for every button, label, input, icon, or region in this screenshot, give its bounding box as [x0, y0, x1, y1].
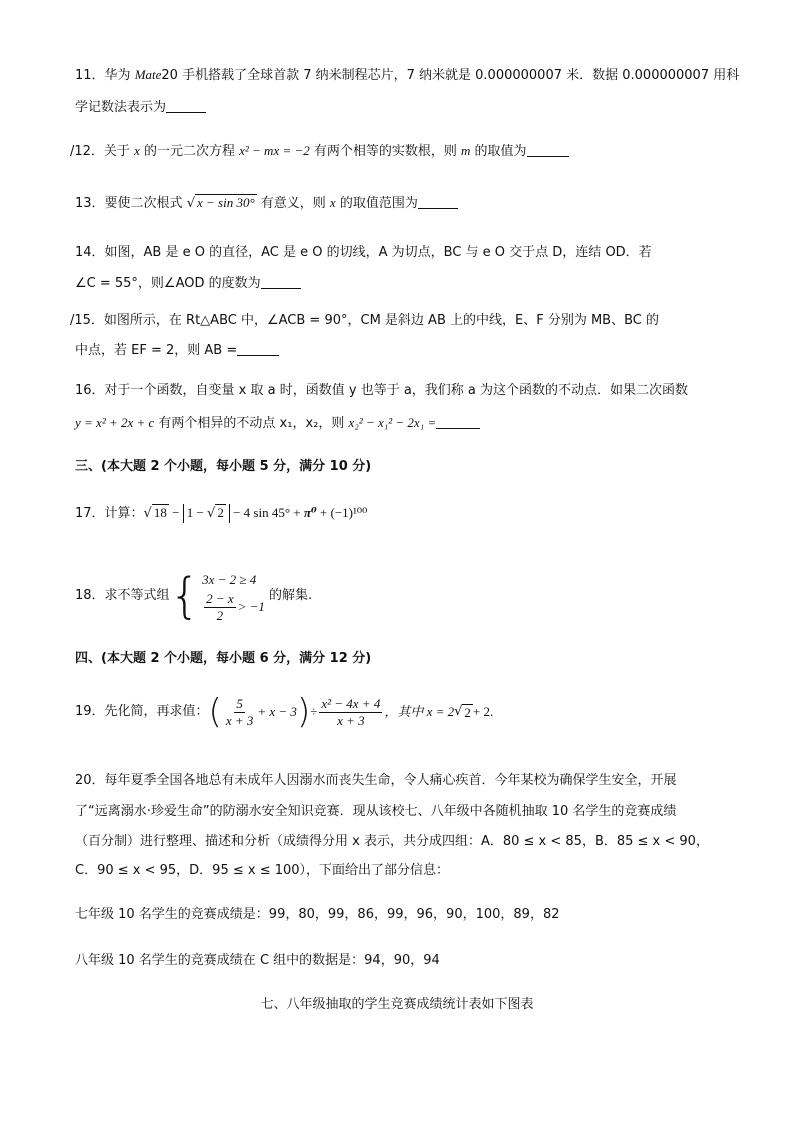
question-13: 13．要使二次根式 √ x − sin 30° 有意义，则 x 的取值范围为 [75, 194, 458, 213]
brace: { [169, 568, 201, 624]
answer-blank[interactable] [436, 414, 480, 429]
question-14-line-2: ∠C = 55°，则∠AOD 的度数为 [75, 274, 301, 293]
question-11-line-2: 学记数法表示为 [75, 98, 206, 117]
question-11-line-1: 11．华为 Mate20 手机搭载了全球首款 7 纳米制程芯片，7 纳米就是 0.000000007 米．数据 0.000000007 用科 [75, 67, 740, 83]
question-16-line-1: 16．对于一个函数，自变量 x 取 a 时，函数值 y 也等于 a，我们称 a 为这个函数的不动点．如果二次函数 [75, 383, 689, 398]
section-3-heading: 三、(本大题 2 个小题，每小题 5 分，满分 10 分) [75, 459, 372, 474]
inequality-system: 3x − 2 ≥ 4 $\frac{2 - x}{2}$ > −1 [202, 571, 265, 623]
grade-7-scores: 七年级 10 名学生的竞赛成绩是：99，80，99，86，99，96，90，100，89，82 [75, 907, 560, 922]
question-18: 18．求不等式组 { 3x − 2 ≥ 4 $\frac{2 - x}{2}$ > −1 的解集. [75, 568, 313, 624]
answer-blank[interactable] [527, 142, 569, 157]
question-15-line-1: /15．如图所示，在 Rt△ABC 中，∠ACB = 90°，CM 是斜边 AB 上的中线，E、F 分别为 MB、BC 的 [70, 313, 659, 328]
question-20-line-3: （百分制）进行整理、描述和分析（成绩得分用 x 表示，共分成四组：A．80 ≤ x < 85，B．85 ≤ x < 90， [75, 834, 709, 849]
question-20-line-1: 20．每年夏季全国各地总有未成年人因溺水而丧失生命，令人痛心疾首．今年某校为确保学生安全，开展 [75, 773, 677, 788]
answer-blank[interactable] [237, 341, 279, 356]
absolute-value: 1 − √ 2 [183, 504, 230, 523]
question-14-line-1: 14．如图，AB 是 e O 的直径，AC 是 e O 的切线，A 为切点，BC 与 e O 交于点 D，连结 OD．若 [75, 245, 652, 260]
answer-blank[interactable] [418, 194, 458, 209]
answer-blank[interactable] [261, 274, 301, 289]
answer-blank[interactable] [166, 98, 206, 113]
question-17: 17．计算：√ 18 − 1 − √ 2 − 4 sin 45° + π⁰ + (−1)¹⁰⁰ [75, 505, 368, 521]
question-19: 19．先化简，再求值： ( $\frac{5}{x + 3}$ + x − 3 ) ÷ $\frac{\text{x² − 4x + 4}}{x + 3}$ ，其中 x = 2 √ 2 + 2. [75, 692, 494, 732]
question-12: /12．关于 x 的一元二次方程 x² − mx = −2 有两个相等的实数根，则 m 的取值为 [70, 142, 569, 161]
table-caption: 七、八年级抽取的学生竞赛成绩统计表如下图表 [260, 997, 534, 1012]
question-20-line-4: C．90 ≤ x < 95，D．95 ≤ x ≤ 100），下面给出了部分信息： [75, 863, 450, 878]
question-15-line-2: 中点，若 EF = 2，则 AB = [75, 341, 279, 360]
question-16-line-2: y = x² + 2x + c 有两个相异的不动点 x₁，x₂，则 x₂² − x₁² − 2x₁ = [75, 414, 480, 433]
grade-8-scores: 八年级 10 名学生的竞赛成绩在 C 组中的数据是：94，90，94 [75, 953, 440, 968]
section-4-heading: 四、(本大题 2 个小题，每小题 6 分，满分 12 分) [75, 651, 372, 666]
question-20-line-2: 了“远离溺水·珍爱生命”的防溺水安全知识竞赛．现从该校七、八年级中各随机抽取 10 名学生的竞赛成绩 [75, 804, 677, 819]
